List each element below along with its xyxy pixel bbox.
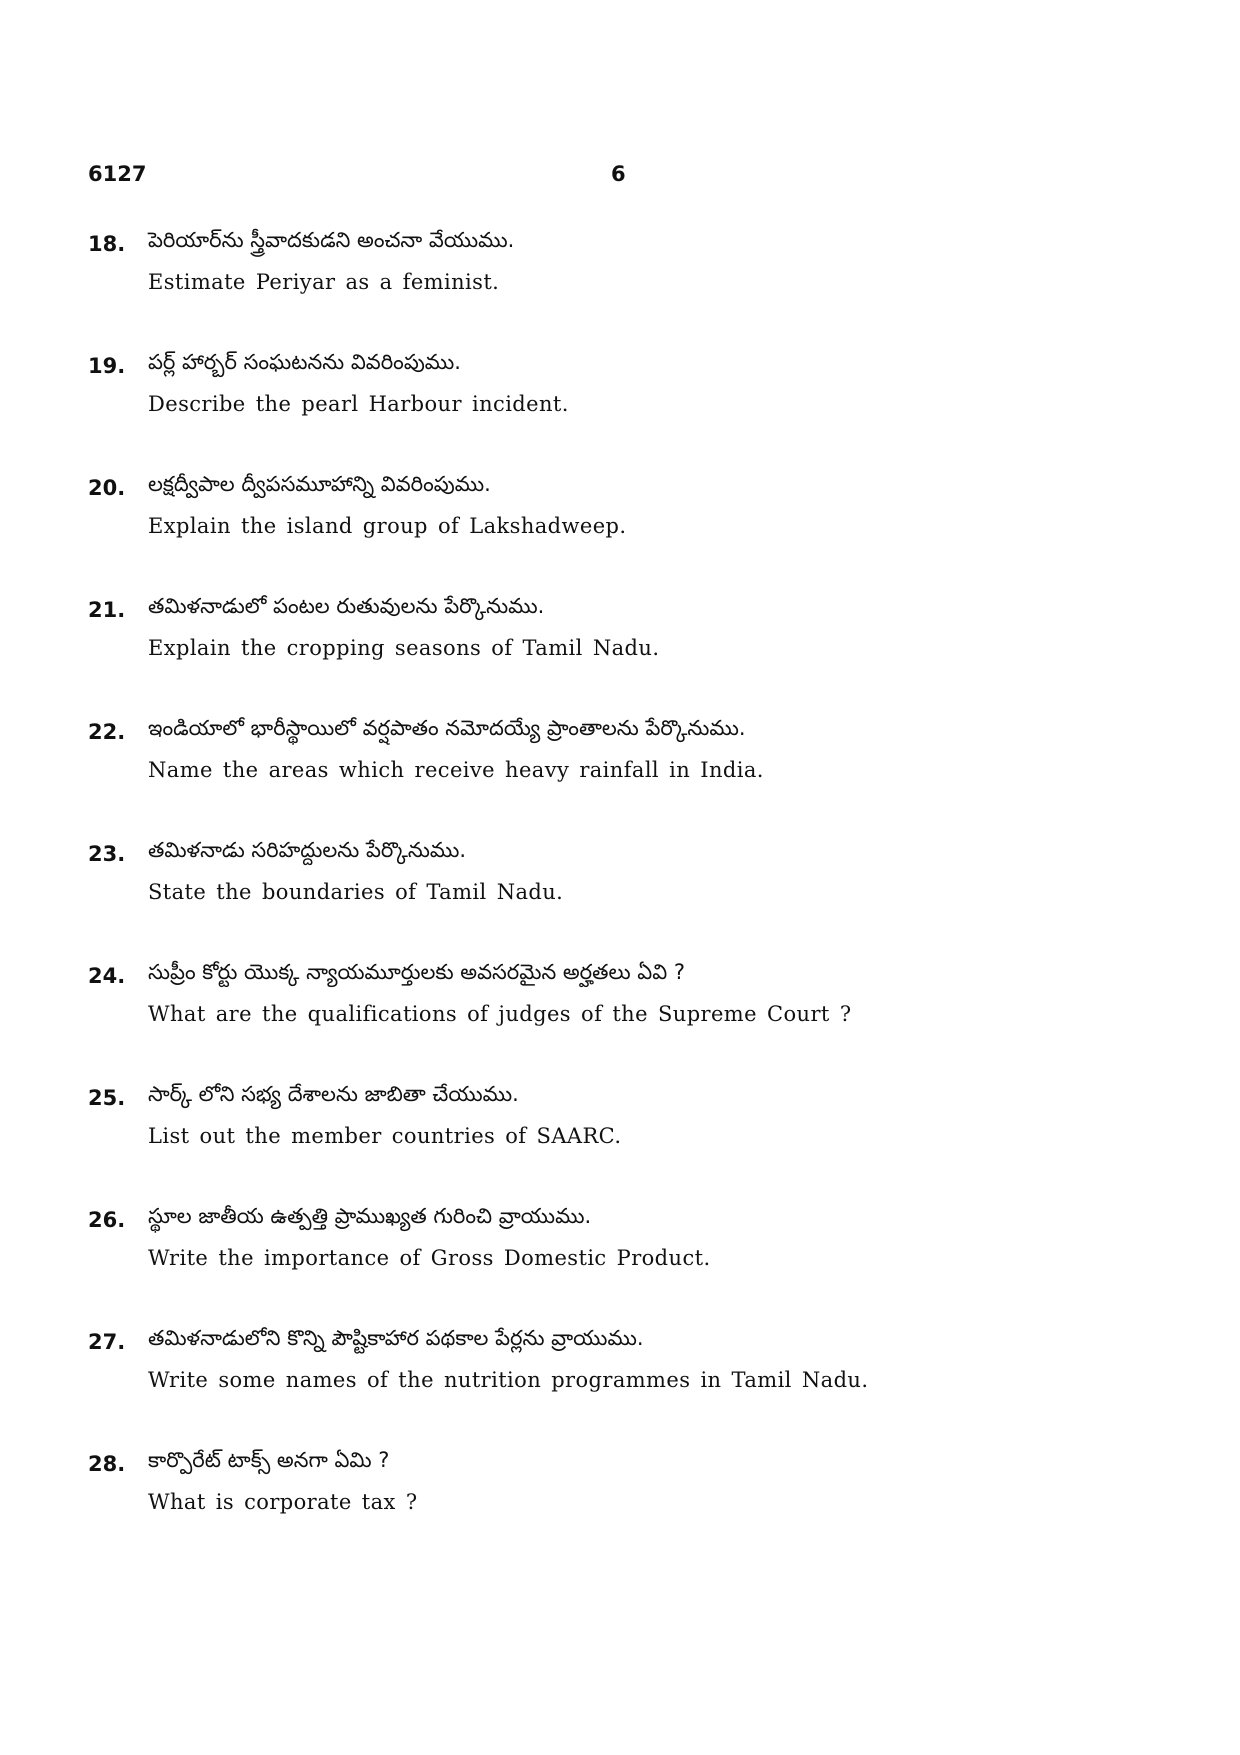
question-list (88, 228, 1152, 1570)
question-text-telugu: పర్ల్ హార్బర్ సంఘటనను వివరింపుము. (148, 350, 461, 374)
question-text-telugu: ఇండియాలో భారీస్థాయిలో వర్షపాతం నమోదయ్యే ప్రాంతాలను పేర్కొనుము. (148, 716, 746, 740)
question-20 (88, 472, 1152, 594)
question-text-english: State the boundaries of Tamil Nadu. (148, 880, 564, 904)
question-25 (88, 1082, 1152, 1204)
question-text-english: Describe the pearl Harbour incident. (148, 392, 569, 416)
question-text-english: Explain the cropping seasons of Tamil Nadu. (148, 636, 660, 660)
question-text-telugu: లక్షద్వీపాల ద్వీపసమూహాన్ని వివరింపుము. (148, 472, 491, 496)
question-text-english: Name the areas which receive heavy rainfall in India. (148, 758, 764, 782)
question-text-english: Write some names of the nutrition programmes in Tamil Nadu. (148, 1368, 869, 1392)
question-text-telugu: సుప్రీం కోర్టు యొక్క న్యాయమూర్తులకు అవసరమైన అర్హతలు ఏవి ? (148, 960, 685, 984)
question-number: 25. (88, 1086, 126, 1110)
page-header (88, 162, 1152, 192)
question-23 (88, 838, 1152, 960)
question-number: 26. (88, 1208, 126, 1232)
question-text-english: Write the importance of Gross Domestic Product. (148, 1246, 711, 1270)
question-text-telugu: సార్క్ లోని సభ్య దేశాలను జాబితా చేయుము. (148, 1082, 519, 1106)
question-text-telugu: తమిళనాడులో పంటల రుతువులను పేర్కొనుము. (148, 594, 545, 618)
question-text-telugu: తమిళనాడులోని కొన్ని పౌష్టికాహార పథకాల పేర్లను వ్రాయుము. (148, 1326, 644, 1350)
question-28 (88, 1448, 1152, 1570)
question-number: 27. (88, 1330, 126, 1354)
question-number: 22. (88, 720, 126, 744)
question-text-telugu: పెరియార్‌ను స్త్రీవాదకుడని అంచనా వేయుము. (148, 228, 515, 252)
question-text-telugu: తమిళనాడు సరిహద్దులను పేర్కొనుము. (148, 838, 467, 862)
question-24 (88, 960, 1152, 1082)
question-text-english: Explain the island group of Lakshadweep. (148, 514, 627, 538)
question-number: 28. (88, 1452, 126, 1476)
question-22 (88, 716, 1152, 838)
question-number: 20. (88, 476, 126, 500)
question-text-telugu: స్థూల జాతీయ ఉత్పత్తి ప్రాముఖ్యత గురించి వ్రాయుము. (148, 1204, 592, 1228)
question-26 (88, 1204, 1152, 1326)
question-19 (88, 350, 1152, 472)
question-number: 23. (88, 842, 126, 866)
question-18 (88, 228, 1152, 350)
question-text-english: What is corporate tax ? (148, 1490, 418, 1514)
paper-code: 6127 (88, 162, 147, 186)
question-21 (88, 594, 1152, 716)
page-number: 6 (611, 162, 626, 186)
question-text-english: List out the member countries of SAARC. (148, 1124, 622, 1148)
question-text-english: Estimate Periyar as a feminist. (148, 270, 500, 294)
question-number: 19. (88, 354, 126, 378)
question-text-english: What are the qualifications of judges of the Supreme Court ? (148, 1002, 852, 1026)
question-number: 18. (88, 232, 126, 256)
question-text-telugu: కార్పొరేట్ టాక్స్ అనగా ఏమి ? (148, 1448, 390, 1472)
question-27 (88, 1326, 1152, 1448)
question-number: 21. (88, 598, 126, 622)
question-number: 24. (88, 964, 126, 988)
